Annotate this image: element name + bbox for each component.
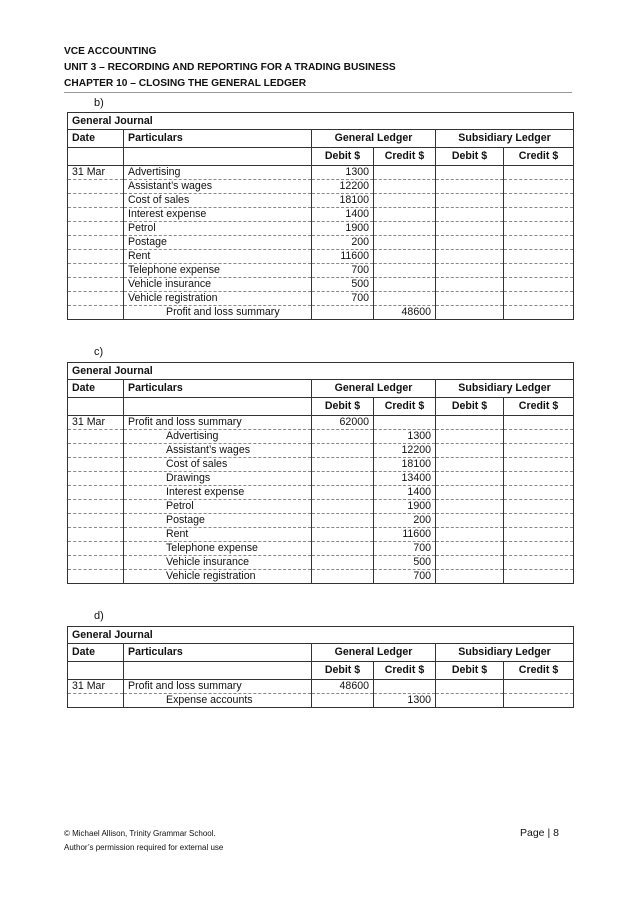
date-subheader-blank — [68, 398, 124, 416]
entry-date — [68, 694, 124, 708]
sl-credit-amount — [504, 694, 574, 708]
general-journal-c — [67, 362, 574, 584]
entry-date — [68, 444, 124, 458]
gl-credit-amount — [374, 208, 436, 222]
gl-credit-header: Credit $ — [374, 398, 436, 416]
sl-credit-amount — [504, 416, 574, 430]
gl-debit-amount: 1900 — [312, 222, 374, 236]
entry-date: 31 Mar — [68, 166, 124, 180]
date-header: Date — [68, 644, 124, 662]
entry-date — [68, 556, 124, 570]
gl-debit-amount: 48600 — [312, 680, 374, 694]
entry-date — [68, 278, 124, 292]
gl-credit-amount: 1900 — [374, 500, 436, 514]
sl-debit-amount — [436, 180, 504, 194]
journal-entry-row — [68, 680, 574, 694]
sl-credit-amount — [504, 500, 574, 514]
gl-credit-amount — [374, 264, 436, 278]
sl-credit-amount — [504, 430, 574, 444]
sl-debit-amount — [436, 528, 504, 542]
journal-entry-row — [68, 264, 574, 278]
entry-particulars: Advertising — [124, 166, 312, 180]
gl-credit-amount — [374, 416, 436, 430]
entry-particulars: Cost of sales — [124, 458, 312, 472]
sl-debit-amount — [436, 208, 504, 222]
journal-entry-row — [68, 306, 574, 320]
entry-particulars: Postage — [124, 236, 312, 250]
entry-particulars: Vehicle registration — [124, 292, 312, 306]
entry-date — [68, 250, 124, 264]
entry-particulars: Vehicle insurance — [124, 278, 312, 292]
entry-date — [68, 500, 124, 514]
page-header — [64, 44, 572, 92]
date-header: Date — [68, 130, 124, 148]
subsidiary-ledger-header: Subsidiary Ledger — [436, 644, 574, 662]
gl-debit-amount: 18100 — [312, 194, 374, 208]
gl-debit-amount — [312, 556, 374, 570]
entry-particulars: Drawings — [124, 472, 312, 486]
gl-credit-header: Credit $ — [374, 662, 436, 680]
entry-particulars: Vehicle registration — [124, 570, 312, 584]
subheader-row — [68, 148, 574, 166]
journal-entry-row — [68, 528, 574, 542]
part-c-label: c) — [94, 346, 104, 358]
sl-credit-amount — [504, 680, 574, 694]
entry-date — [68, 264, 124, 278]
sl-credit-amount — [504, 292, 574, 306]
gl-debit-amount — [312, 306, 374, 320]
entry-date — [68, 528, 124, 542]
gl-credit-amount: 11600 — [374, 528, 436, 542]
sl-debit-header: Debit $ — [436, 148, 504, 166]
gl-credit-amount: 48600 — [374, 306, 436, 320]
sl-debit-amount — [436, 306, 504, 320]
sl-debit-amount — [436, 556, 504, 570]
sl-credit-amount — [504, 250, 574, 264]
sl-debit-amount — [436, 222, 504, 236]
sl-credit-amount — [504, 236, 574, 250]
gl-credit-amount: 200 — [374, 514, 436, 528]
gl-debit-amount: 11600 — [312, 250, 374, 264]
gl-debit-amount — [312, 528, 374, 542]
gl-credit-amount — [374, 180, 436, 194]
entry-particulars: Telephone expense — [124, 542, 312, 556]
sl-credit-amount — [504, 278, 574, 292]
gl-credit-amount — [374, 194, 436, 208]
entry-particulars: Interest expense — [124, 486, 312, 500]
subheader-row — [68, 662, 574, 680]
sl-debit-amount — [436, 236, 504, 250]
sl-credit-amount — [504, 528, 574, 542]
sl-credit-amount — [504, 458, 574, 472]
sl-debit-amount — [436, 514, 504, 528]
gl-debit-amount: 1300 — [312, 166, 374, 180]
entry-date — [68, 472, 124, 486]
entry-date — [68, 486, 124, 500]
journal-entry-row — [68, 194, 574, 208]
journal-entry-row — [68, 472, 574, 486]
gl-credit-amount: 1400 — [374, 486, 436, 500]
sl-debit-header: Debit $ — [436, 398, 504, 416]
entry-date — [68, 306, 124, 320]
gl-credit-amount: 1300 — [374, 430, 436, 444]
sl-credit-amount — [504, 542, 574, 556]
sl-credit-amount — [504, 570, 574, 584]
journal-entry-row — [68, 444, 574, 458]
date-subheader-blank — [68, 148, 124, 166]
entry-date — [68, 208, 124, 222]
gl-debit-amount: 1400 — [312, 208, 374, 222]
gl-credit-amount — [374, 278, 436, 292]
sl-debit-amount — [436, 472, 504, 486]
date-subheader-blank — [68, 662, 124, 680]
journal-entry-row — [68, 208, 574, 222]
gl-credit-amount: 700 — [374, 570, 436, 584]
sl-debit-amount — [436, 458, 504, 472]
gl-debit-header: Debit $ — [312, 398, 374, 416]
gl-debit-amount — [312, 444, 374, 458]
sl-debit-amount — [436, 194, 504, 208]
journal-entry-row — [68, 292, 574, 306]
entry-particulars: Expense accounts — [124, 694, 312, 708]
entry-date — [68, 430, 124, 444]
journal-title: General Journal — [68, 113, 574, 130]
entry-particulars: Telephone expense — [124, 264, 312, 278]
gl-debit-amount — [312, 458, 374, 472]
general-ledger-header: General Ledger — [312, 130, 436, 148]
entry-particulars: Cost of sales — [124, 194, 312, 208]
entry-date — [68, 194, 124, 208]
subsidiary-ledger-header: Subsidiary Ledger — [436, 130, 574, 148]
journal-entry-row — [68, 250, 574, 264]
entry-particulars: Rent — [124, 250, 312, 264]
gl-credit-amount — [374, 680, 436, 694]
journal-title-row — [68, 113, 574, 130]
gl-credit-amount — [374, 292, 436, 306]
entry-particulars: Profit and loss summary — [124, 306, 312, 320]
sl-credit-amount — [504, 472, 574, 486]
gl-debit-amount: 12200 — [312, 180, 374, 194]
entry-date — [68, 236, 124, 250]
journal-entry-row — [68, 180, 574, 194]
particulars-subheader-blank — [124, 148, 312, 166]
part-d-label: d) — [94, 610, 104, 622]
entry-particulars: Rent — [124, 528, 312, 542]
gl-credit-amount — [374, 250, 436, 264]
gl-debit-amount — [312, 500, 374, 514]
sl-debit-amount — [436, 500, 504, 514]
subsidiary-ledger-header: Subsidiary Ledger — [436, 380, 574, 398]
entry-particulars: Advertising — [124, 430, 312, 444]
entry-particulars: Assistant’s wages — [124, 180, 312, 194]
sl-debit-amount — [436, 570, 504, 584]
gl-debit-amount — [312, 542, 374, 556]
sl-credit-amount — [504, 486, 574, 500]
sl-credit-header: Credit $ — [504, 662, 574, 680]
entry-date — [68, 514, 124, 528]
general-ledger-header: General Ledger — [312, 380, 436, 398]
gl-credit-amount: 13400 — [374, 472, 436, 486]
gl-credit-header: Credit $ — [374, 148, 436, 166]
sl-debit-amount — [436, 486, 504, 500]
gl-credit-amount: 12200 — [374, 444, 436, 458]
page-number: Page | 8 — [520, 827, 559, 839]
journal-entry-row — [68, 278, 574, 292]
particulars-header: Particulars — [124, 644, 312, 662]
sl-credit-amount — [504, 306, 574, 320]
sl-debit-amount — [436, 166, 504, 180]
entry-particulars: Petrol — [124, 222, 312, 236]
gl-debit-amount: 62000 — [312, 416, 374, 430]
general-journal-d — [67, 626, 574, 708]
sl-debit-amount — [436, 416, 504, 430]
gl-credit-amount — [374, 236, 436, 250]
gl-credit-amount: 500 — [374, 556, 436, 570]
particulars-header: Particulars — [124, 380, 312, 398]
journal-entry-row — [68, 166, 574, 180]
entry-particulars: Assistant’s wages — [124, 444, 312, 458]
gl-credit-amount: 18100 — [374, 458, 436, 472]
gl-debit-amount: 200 — [312, 236, 374, 250]
sl-credit-amount — [504, 208, 574, 222]
journal-entry-row — [68, 430, 574, 444]
gl-debit-amount — [312, 472, 374, 486]
sl-debit-amount — [436, 680, 504, 694]
gl-debit-amount — [312, 570, 374, 584]
sl-credit-amount — [504, 514, 574, 528]
date-header: Date — [68, 380, 124, 398]
sl-credit-amount — [504, 444, 574, 458]
column-header-row — [68, 380, 574, 398]
sl-debit-amount — [436, 430, 504, 444]
header-divider — [64, 92, 572, 93]
particulars-subheader-blank — [124, 662, 312, 680]
journal-entry-row — [68, 694, 574, 708]
entry-date — [68, 180, 124, 194]
header-unit: UNIT 3 – RECORDING AND REPORTING FOR A TRADING BUSINESS — [64, 62, 396, 73]
entry-particulars: Postage — [124, 514, 312, 528]
entry-particulars: Profit and loss summary — [124, 680, 312, 694]
journal-title: General Journal — [68, 363, 574, 380]
sl-credit-header: Credit $ — [504, 398, 574, 416]
journal-entry-row — [68, 570, 574, 584]
sl-debit-amount — [436, 250, 504, 264]
general-ledger-header: General Ledger — [312, 644, 436, 662]
sl-credit-amount — [504, 180, 574, 194]
sl-debit-header: Debit $ — [436, 662, 504, 680]
journal-entry-row — [68, 542, 574, 556]
gl-debit-header: Debit $ — [312, 148, 374, 166]
journal-title-row — [68, 363, 574, 380]
sl-credit-header: Credit $ — [504, 148, 574, 166]
journal-entry-row — [68, 416, 574, 430]
sl-credit-amount — [504, 194, 574, 208]
journal-entry-row — [68, 458, 574, 472]
entry-particulars: Interest expense — [124, 208, 312, 222]
entry-date — [68, 222, 124, 236]
entry-date — [68, 570, 124, 584]
gl-debit-header: Debit $ — [312, 662, 374, 680]
journal-entry-row — [68, 222, 574, 236]
footer-permission: Author’s permission required for external use — [64, 843, 224, 852]
entry-particulars: Petrol — [124, 500, 312, 514]
footer-copyright: © Michael Allison, Trinity Grammar School. — [64, 829, 216, 838]
entry-particulars: Vehicle insurance — [124, 556, 312, 570]
column-header-row — [68, 644, 574, 662]
gl-debit-amount: 700 — [312, 264, 374, 278]
subheader-row — [68, 398, 574, 416]
footer-credits — [64, 827, 223, 855]
sl-debit-amount — [436, 264, 504, 278]
header-course: VCE ACCOUNTING — [64, 46, 157, 57]
gl-debit-amount — [312, 514, 374, 528]
gl-debit-amount: 500 — [312, 278, 374, 292]
gl-credit-amount: 700 — [374, 542, 436, 556]
header-chapter: CHAPTER 10 – CLOSING THE GENERAL LEDGER — [64, 78, 307, 89]
gl-debit-amount: 700 — [312, 292, 374, 306]
entry-particulars: Profit and loss summary — [124, 416, 312, 430]
gl-credit-amount: 1300 — [374, 694, 436, 708]
sl-debit-amount — [436, 542, 504, 556]
journal-entry-row — [68, 556, 574, 570]
journal-entry-row — [68, 486, 574, 500]
journal-entry-row — [68, 500, 574, 514]
particulars-subheader-blank — [124, 398, 312, 416]
sl-credit-amount — [504, 166, 574, 180]
entry-date: 31 Mar — [68, 416, 124, 430]
sl-debit-amount — [436, 278, 504, 292]
part-b-label: b) — [94, 97, 104, 109]
journal-entry-row — [68, 514, 574, 528]
sl-credit-amount — [504, 264, 574, 278]
sl-credit-amount — [504, 556, 574, 570]
gl-debit-amount — [312, 486, 374, 500]
entry-date — [68, 292, 124, 306]
sl-credit-amount — [504, 222, 574, 236]
journal-title-row — [68, 627, 574, 644]
journal-entry-row — [68, 236, 574, 250]
entry-date — [68, 458, 124, 472]
column-header-row — [68, 130, 574, 148]
gl-debit-amount — [312, 694, 374, 708]
sl-debit-amount — [436, 444, 504, 458]
entry-date: 31 Mar — [68, 680, 124, 694]
general-journal-b — [67, 112, 574, 320]
sl-debit-amount — [436, 292, 504, 306]
entry-date — [68, 542, 124, 556]
particulars-header: Particulars — [124, 130, 312, 148]
gl-credit-amount — [374, 222, 436, 236]
sl-debit-amount — [436, 694, 504, 708]
journal-title: General Journal — [68, 627, 574, 644]
gl-credit-amount — [374, 166, 436, 180]
gl-debit-amount — [312, 430, 374, 444]
